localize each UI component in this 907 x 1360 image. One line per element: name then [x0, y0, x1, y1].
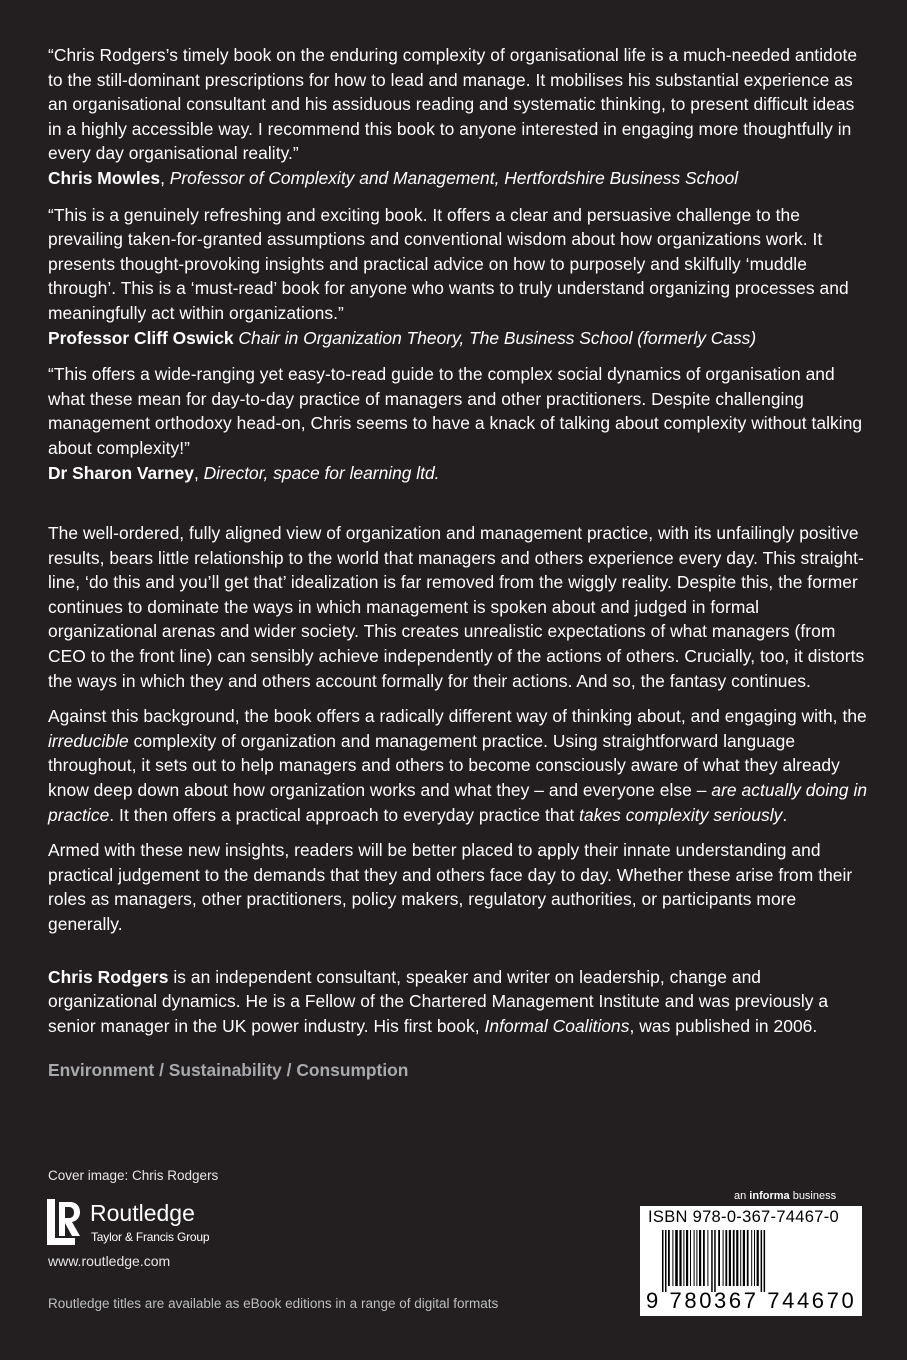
barcode-bar: [714, 1230, 716, 1292]
barcode-bar: [754, 1230, 755, 1286]
author-name: Chris Rodgers: [48, 966, 169, 987]
barcode-bar: [694, 1230, 695, 1286]
barcode-bar: [679, 1230, 681, 1286]
endorser-role: Professor of Complexity and Management, Hertfordshire Business School: [169, 167, 739, 188]
endorser-role: Director, space for learning ltd.: [203, 462, 440, 483]
barcode-digits: 9 780367 744670: [646, 1288, 857, 1313]
attribution-separator: ,: [193, 462, 204, 483]
routledge-r-icon: [46, 1198, 82, 1246]
emphasis: are actually doing in practice: [48, 780, 868, 825]
barcode-bar: [707, 1230, 708, 1286]
barcode-bar: [761, 1230, 763, 1292]
barcode-bar: [703, 1230, 705, 1286]
endorser-role: Chair in Organization Theory, The Business School (formerly Cass): [238, 327, 757, 348]
barcode-bar: [696, 1230, 697, 1286]
endorser-name: Dr Sharon Varney: [48, 462, 194, 483]
text-run: .: [782, 804, 788, 825]
barcode-bar: [764, 1230, 766, 1292]
informa-brand: informa: [749, 1190, 790, 1202]
barcode-bar: [743, 1230, 745, 1286]
barcode-bar: [718, 1230, 720, 1286]
isbn-label: ISBN 978-0-367-74467-0: [648, 1208, 839, 1226]
ebook-note: Routledge titles are available as eBook editions in a range of digital formats: [48, 1296, 499, 1311]
barcode-bar: [747, 1230, 749, 1286]
barcode-bar: [690, 1230, 691, 1286]
endorsements: [48, 43, 868, 485]
endorsement-quote: “Chris Rodgers’s timely book on the enduring complexity of organisational life is a much-needed antidote to the still-dominant prescriptions for how to lead and manage. It mobilises his substantial experience as an organisational consultant and his assiduous reading and systematic thinking, to present difficult ideas in a highly accessible way. I recommend this book to anyone interested in engaging more thoughtfully in every day organisational reality.”: [48, 45, 858, 164]
endorsement: [48, 203, 868, 351]
description-paragraph: Armed with these new insights, readers will be better placed to apply their innate understanding and practical judgement to the demands that they and others face day to day. Whether these arise from their roles as managers, other practitioners, policy makers, regulatory authorities, or participants more generally.: [48, 840, 853, 934]
text-run: , was published in 2006.: [629, 1015, 818, 1036]
book-description: [48, 521, 868, 937]
endorsement: [48, 362, 868, 485]
text-run: Against this background, the book offers a radically different way of thinking about, and engaging with, the: [48, 706, 867, 727]
back-cover-text: [48, 43, 868, 1081]
endorsement-attribution: [48, 166, 868, 191]
text-run: an: [734, 1190, 750, 1202]
emphasis: irreducible: [48, 730, 129, 751]
publisher-logo: [46, 1196, 246, 1252]
endorsement-attribution: [48, 461, 868, 486]
barcode-bar: [686, 1230, 688, 1286]
publisher-name: Routledge: [90, 1200, 195, 1226]
text-run: . It then offers a practical approach to everyday practice that: [109, 804, 580, 825]
endorsement-quote: “This is a genuinely refreshing and exciting book. It offers a clear and persuasive challenge to the prevailing taken-for-granted assumptions and conventional wisdom about how organizations work. It presents thought-provoking insights and practical advice on how to purposely and skilfully ‘muddle through’. This is a ‘must-read’ book for anyone who wants to truly understand organizing processes and meaningfully act within organizations.”: [48, 204, 849, 323]
author-bio: [48, 965, 868, 1039]
barcode-bar: [729, 1230, 731, 1286]
book-title: Informal Coalitions: [484, 1015, 630, 1036]
barcode-bar: [665, 1230, 667, 1292]
text-run: business: [789, 1190, 837, 1202]
endorser-name: Chris Mowles: [48, 167, 161, 188]
barcode-bar: [725, 1230, 727, 1286]
barcode-bar: [711, 1230, 713, 1292]
publisher-website[interactable]: www.routledge.com: [48, 1253, 171, 1269]
barcode-bar: [699, 1230, 701, 1286]
barcode-bar: [723, 1230, 724, 1286]
endorsement: [48, 43, 868, 191]
barcode-bar: [672, 1230, 673, 1286]
barcode-bar: [733, 1230, 735, 1286]
barcode-bar: [751, 1230, 752, 1286]
informa-tagline: [734, 1190, 836, 1202]
description-paragraph: [48, 704, 868, 827]
description-paragraph: The well-ordered, fully aligned view of organization and management practice, with its unfailingly positive results, bears little relationship to the world that managers and others experience every day. This straight-line, ‘do this and you’ll get that’ idealization is far removed from the wiggly reality. Despite this, the former continues to dominate the ways in which management is spoken about and judged in formal organizational arenas and wider society. This creates unrealistic expectations of what managers (from CEO to the front line) can sensibly achieve independently of the actions of others. Crucially, too, it distorts the ways in which they and others account formally for their actions. And so, the fantasy continues.: [48, 523, 865, 691]
text-run: complexity of organization and management practice. Using straightforward language throughout, it sets out to help managers and others to become consciously aware of what they already know deep down about how organization works and what they – and everyone else –: [48, 730, 840, 801]
text-run: is an independent consultant, speaker and writer on leadership, change and organizational dynamics. He is a Fellow of the Chartered Management Institute and was previously a senior manager in the UK power industry. His first book,: [48, 966, 829, 1036]
barcode-bar: [740, 1230, 741, 1286]
bio-paragraph: [48, 965, 868, 1039]
barcode-bar: [736, 1230, 738, 1286]
isbn-barcode: [640, 1206, 862, 1316]
attribution-separator: ,: [160, 167, 170, 188]
subject-category: Environment / Sustainability / Consumption: [48, 1060, 409, 1081]
barcode-bar: [662, 1230, 664, 1292]
barcode-bar: [675, 1230, 678, 1286]
publisher-group: Taylor & Francis Group: [91, 1230, 210, 1244]
endorser-name: Professor Cliff Oswick: [48, 327, 234, 348]
endorsement-quote: “This offers a wide-ranging yet easy-to-read guide to the complex social dynamics of organisation and what these mean for day-to-day practice of managers and other practitioners. Despite challenging management orthodoxy head-on, Chris seems to have a knack of talking about complexity without talking about complexity!”: [48, 364, 863, 458]
barcode-bar: [683, 1230, 684, 1286]
barcode-bar: [668, 1230, 670, 1286]
endorsement-attribution: [48, 326, 868, 351]
barcode-bar: [757, 1230, 759, 1286]
cover-credit: Cover image: Chris Rodgers: [48, 1168, 219, 1183]
emphasis: takes complexity seriously: [579, 804, 783, 825]
